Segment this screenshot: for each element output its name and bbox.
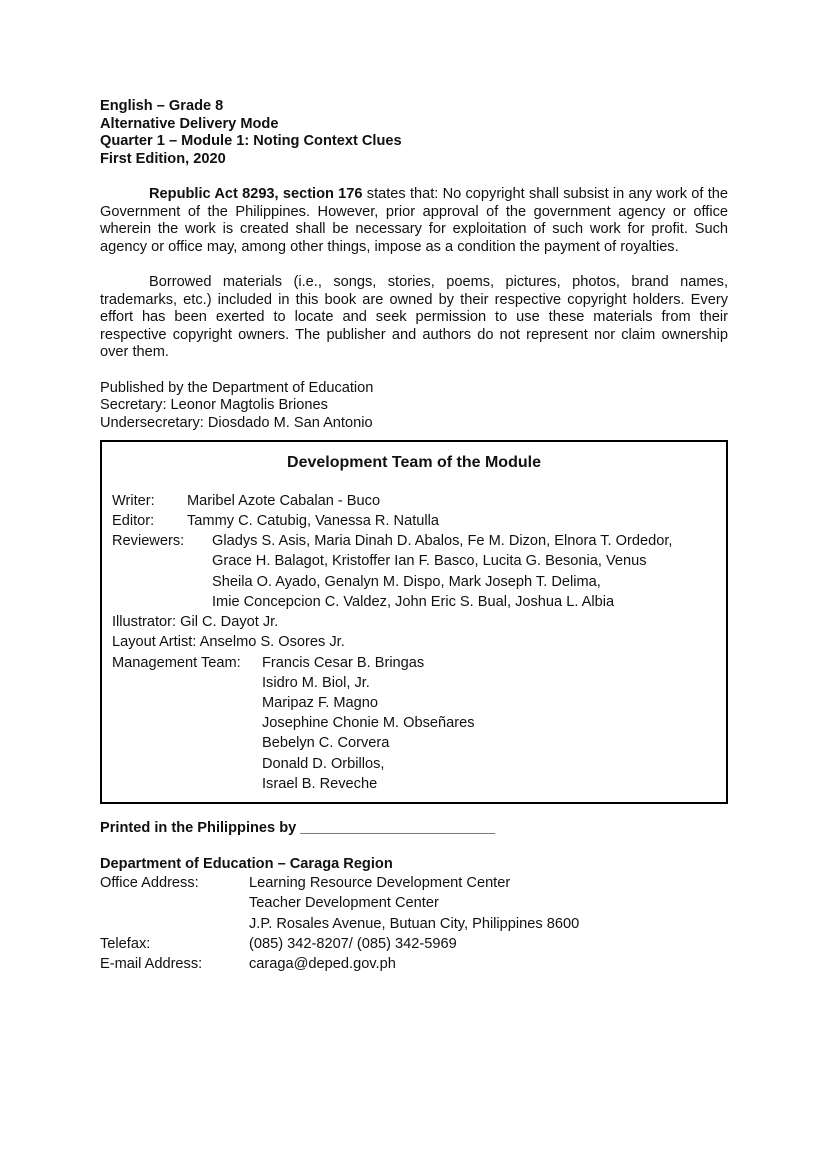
writer-label: Writer: — [112, 492, 155, 509]
layout-artist-row: Layout Artist: Anselmo S. Osores Jr. — [112, 634, 345, 651]
management-team-label: Management Team: — [112, 654, 241, 671]
management-member: Israel B. Reveche — [262, 775, 378, 792]
reviewers-line: Grace H. Balagot, Kristoffer Ian F. Basco, Lucita G. Besonia, Venus — [212, 553, 647, 570]
editor-names: Tammy C. Catubig, Vanessa R. Natulla — [187, 513, 439, 530]
borrowed-materials-notice: Borrowed materials (i.e., songs, stories, poems, pictures, photos, brand names, trademarks, etc.) included in this book are owned by their respective copyright holders. Every effort has been exerted to locate and seek permission to use these materials from their respective copyright owners. The publisher and authors do not represent nor claim ownership over them. — [100, 273, 728, 361]
region-title: Department of Education – Caraga Region — [100, 855, 393, 872]
copyright-notice — [100, 186, 728, 256]
email-row — [100, 954, 728, 974]
writer-name: Maribel Azote Cabalan - Buco — [187, 492, 381, 509]
undersecretary: Undersecretary: Diosdado M. San Antonio — [100, 414, 373, 431]
office-address-line: Learning Resource Development Center — [249, 875, 511, 892]
edition: First Edition, 2020 — [100, 150, 226, 167]
reviewers-line: Gladys S. Asis, Maria Dinah D. Abalos, Fe M. Dizon, Elnora T. Ordedor, — [212, 533, 673, 550]
development-team-title: Development Team of the Module — [287, 454, 541, 472]
office-address-line: J.P. Rosales Avenue, Butuan City, Philippines 8600 — [249, 915, 580, 932]
email-address: caraga@deped.gov.ph — [249, 955, 396, 972]
telefax-row — [100, 934, 728, 954]
copyright-law-reference: Republic Act 8293, section 176 — [149, 185, 363, 202]
editor-row — [112, 511, 716, 531]
management-member: Donald D. Orbillos, — [262, 755, 385, 772]
management-member: Isidro M. Biol, Jr. — [262, 674, 370, 691]
writer-row — [112, 491, 716, 511]
development-team-box — [100, 440, 728, 804]
reviewers-line: Sheila O. Ayado, Genalyn M. Dispo, Mark Joseph T. Delima, — [212, 573, 601, 590]
secretary: Secretary: Leonor Magtolis Briones — [100, 397, 328, 414]
management-member: Maripaz F. Magno — [262, 694, 378, 711]
telefax-label: Telefax: — [100, 935, 151, 952]
printed-in: Printed in the Philippines by ________________________ — [100, 819, 496, 836]
email-label: E-mail Address: — [100, 955, 203, 972]
reviewers-line: Imie Concepcion C. Valdez, John Eric S. Bual, Joshua L. Albia — [212, 593, 615, 610]
management-member: Bebelyn C. Corvera — [262, 735, 390, 752]
telefax-number: (085) 342-8207/ (085) 342-5969 — [249, 935, 457, 952]
module-title: Quarter 1 – Module 1: Noting Context Clues — [100, 133, 402, 150]
reviewers-row — [112, 531, 716, 551]
office-address-label: Office Address: — [100, 875, 199, 892]
subject-grade: English – Grade 8 — [100, 98, 224, 114]
published-by: Published by the Department of Education — [100, 379, 374, 396]
editor-label: Editor: — [112, 513, 155, 530]
office-address-row — [100, 873, 728, 893]
delivery-mode: Alternative Delivery Mode — [100, 115, 279, 132]
copyright-page — [100, 98, 728, 974]
illustrator-row: Illustrator: Gil C. Dayot Jr. — [112, 614, 279, 631]
management-member: Francis Cesar B. Bringas — [262, 654, 425, 671]
copyright-text: states that: No copyright shall subsist in any work of the Government of the Philippines. However, prior approval of the government agency or office wherein the work is created shall be necessary for exploitation of such work for profit. Such agency or office may, among other things, impose as a condition the payment of royalties. — [100, 185, 728, 255]
reviewers-label: Reviewers: — [112, 533, 185, 550]
office-address-line: Teacher Development Center — [249, 895, 439, 912]
management-team-row — [112, 653, 716, 673]
management-member: Josephine Chonie M. Obseñares — [262, 715, 475, 732]
